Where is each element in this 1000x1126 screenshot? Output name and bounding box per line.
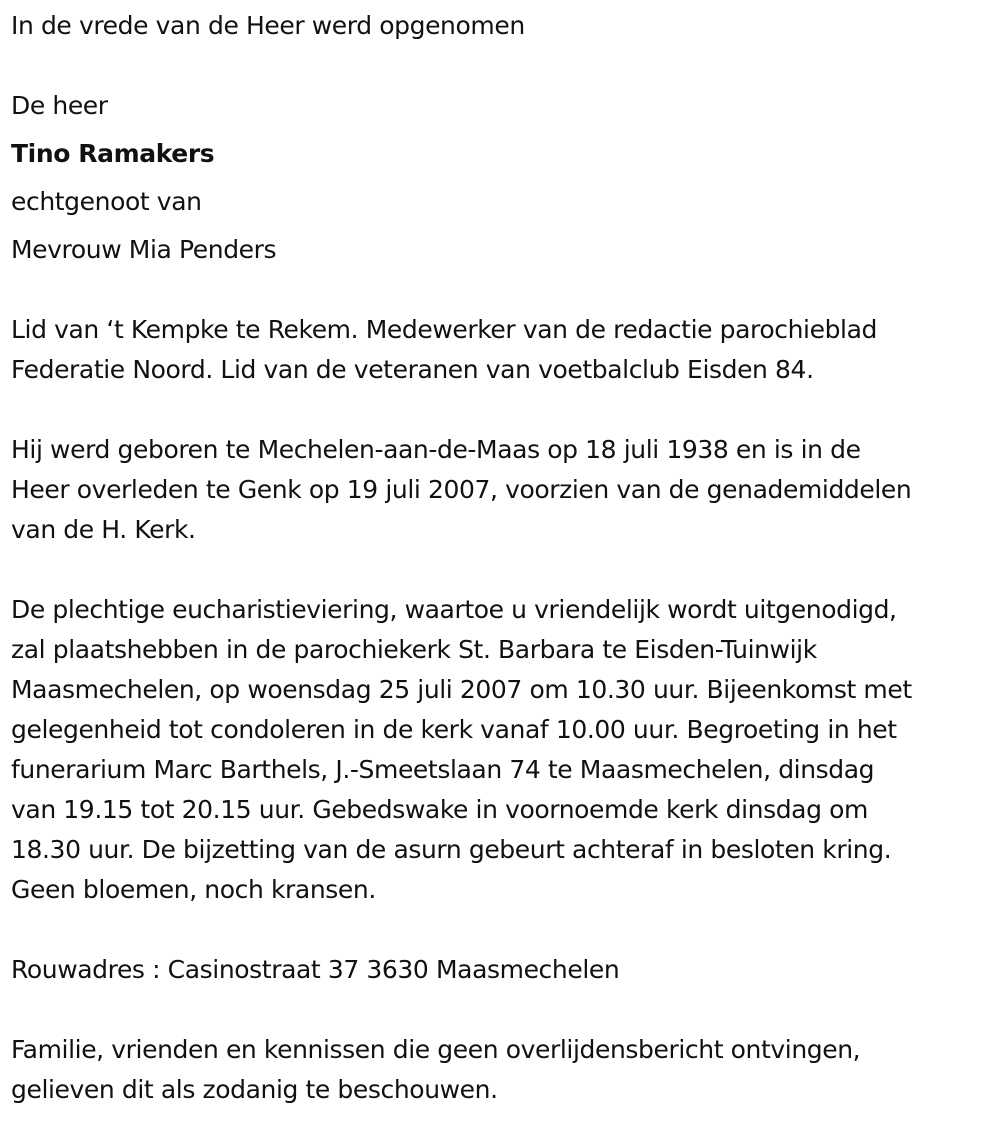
paragraph-line: gelegenheid tot condoleren in de kerk vanaf 10.00 uur. Begroeting in het bbox=[11, 715, 897, 744]
salutation: De heer bbox=[11, 91, 108, 120]
paragraph-line: funerarium Marc Barthels, J.-Smeetslaan 74 te Maasmechelen, dinsdag bbox=[11, 755, 875, 784]
paragraph-line: Maasmechelen, op woensdag 25 juli 2007 om 10.30 uur. Bijeenkomst met bbox=[11, 675, 912, 704]
ceremony-paragraph bbox=[11, 590, 996, 910]
paragraph-line: Federatie Noord. Lid van de veteranen van voetbalclub Eisden 84. bbox=[11, 355, 814, 384]
paragraph-line: De plechtige eucharistieviering, waartoe u vriendelijk wordt uitgenodigd, bbox=[11, 595, 897, 624]
paragraph-line: van de H. Kerk. bbox=[11, 515, 196, 544]
spacer bbox=[11, 270, 996, 310]
paragraph-line: van 19.15 tot 20.15 uur. Gebedswake in voornoemde kerk dinsdag om bbox=[11, 795, 868, 824]
mourning-address: Rouwadres : Casinostraat 37 3630 Maasmechelen bbox=[11, 955, 620, 984]
death-notice bbox=[11, 6, 996, 1110]
spacer bbox=[11, 990, 996, 1030]
spacer bbox=[11, 910, 996, 950]
paragraph-line: Familie, vrienden en kennissen die geen overlijdensbericht ontvingen, bbox=[11, 1035, 861, 1064]
closing-paragraph bbox=[11, 1030, 996, 1110]
birth-death-paragraph bbox=[11, 430, 996, 550]
paragraph-line: Heer overleden te Genk op 19 juli 2007, voorzien van de genademiddelen bbox=[11, 475, 912, 504]
paragraph-line: Hij werd geboren te Mechelen-aan-de-Maas op 18 juli 1938 en is in de bbox=[11, 435, 861, 464]
spacer bbox=[11, 46, 996, 86]
spacer bbox=[11, 550, 996, 590]
relation-line: echtgenoot van bbox=[11, 187, 202, 216]
paragraph-line: Lid van ‘t Kempke te Rekem. Medewerker van de redactie parochieblad bbox=[11, 315, 877, 344]
spacer bbox=[11, 390, 996, 430]
memberships-paragraph bbox=[11, 310, 996, 390]
intro-line: In de vrede van de Heer werd opgenomen bbox=[11, 11, 525, 40]
paragraph-line: 18.30 uur. De bijzetting van de asurn gebeurt achteraf in besloten kring. bbox=[11, 835, 892, 864]
paragraph-line: gelieven dit als zodanig te beschouwen. bbox=[11, 1075, 498, 1104]
deceased-name: Tino Ramakers bbox=[11, 139, 215, 168]
paragraph-line: Geen bloemen, noch kransen. bbox=[11, 875, 376, 904]
paragraph-line: zal plaatshebben in de parochiekerk St. Barbara te Eisden-Tuinwijk bbox=[11, 635, 817, 664]
spouse-name: Mevrouw Mia Penders bbox=[11, 235, 277, 264]
